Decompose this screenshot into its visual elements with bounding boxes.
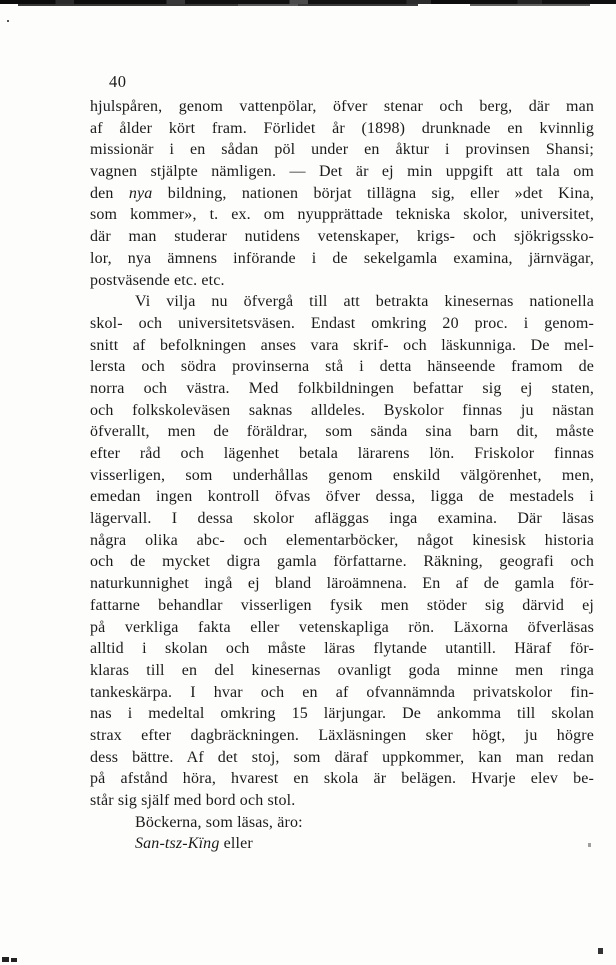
- text-line: och de mycket digra gamla författarne. Räkning, geografi och: [90, 553, 594, 571]
- scan-speck: [11, 958, 17, 962]
- text-line: strax efter dagbräckningen. Läxläsningen sker högt, ju högre: [90, 726, 594, 744]
- text-line: vagnen stjälpte nämligen. — Det är ej min uppgift att tala om: [90, 163, 594, 181]
- text-line: nas i medeltal omkring 15 lärjungar. De ankomma till skolan: [90, 705, 594, 723]
- text-line: lor, nya ämnens införande i de sekelgamla examina, järnvägar,: [90, 249, 594, 267]
- text-line: står sig själf med bord och stol.: [90, 792, 296, 809]
- text-line: där man studerar nutidens vetenskaper, krigs- och sjökrigssko-: [90, 228, 594, 246]
- text-line: några olika abc- och elementarböcker, något kinesisk historia: [90, 531, 594, 549]
- text-line: snitt af befolkningen anses vara skrif- och läskunniga. De mel-: [90, 336, 594, 354]
- text-line: lägervall. I dessa skolor afläggas inga examina. Där läsas: [90, 510, 594, 528]
- scan-speck: [598, 948, 603, 954]
- text-line: naturkunnighet ingå ej bland läroämnena. En af de gamla för-: [90, 575, 594, 593]
- text-line: af ålder kört fram. Förlidet år (1898) drunknade en kvinnlig: [90, 119, 594, 137]
- text-line: fattarne behandlar visserligen fysik men stöder sig därvid ej: [90, 596, 594, 614]
- text-line: öfverallt, men de föräldrar, som sända sina barn dit, måste: [90, 423, 594, 441]
- text-line: som kommer», t. ex. om nyupprättade tekniska skolor, universitet,: [90, 206, 594, 224]
- text-line: postväsende etc. etc.: [90, 271, 225, 289]
- text-line: Vi vilja nu öfvergå till att betrakta kinesernas nationella: [135, 293, 594, 311]
- text-line: på afstånd höra, hvarest en skola är belägen. Hvarje elev be-: [90, 770, 594, 788]
- paragraph: [90, 96, 594, 291]
- text-line: alltid i skolan och måste läras flytande utantill. Häraf för-: [90, 640, 594, 658]
- text-line: efter råd och lägenhet betala lärarens lön. Friskolor finnas: [90, 445, 594, 462]
- paragraph: [90, 833, 594, 855]
- text-block: [90, 96, 594, 855]
- text-line: Böckerna, som läsas, äro:: [135, 813, 303, 831]
- text-line: norra och västra. Med folkbildningen befattar sig ej staten,: [90, 379, 594, 397]
- text-line: på verkliga fakta eller vetenskapliga rön. Läxorna öfverläsas: [90, 618, 594, 636]
- scan-speck: [7, 20, 9, 22]
- text-line: hjulspåren, genom vattenpölar, öfver stenar och berg, där man: [90, 98, 594, 115]
- page-number: 40: [109, 72, 127, 91]
- text-line: klaras till en del kinesernas ovanligt goda minne men ringa: [90, 661, 594, 679]
- text-line: tankeskärpa. I hvar och en af ofvannämnda privatskolor fin-: [90, 683, 594, 701]
- text-line: San-tsz-Kïng eller: [135, 835, 253, 853]
- scan-artifact-top-edge: [470, 4, 590, 6]
- text-line: den nya bildning, nationen börjat tillägna sig, eller »det Kina,: [90, 184, 594, 202]
- paragraph: [90, 291, 594, 812]
- text-line: och folkskoleväsen saknas alldeles. Byskolor finnas ju nästan: [90, 401, 594, 419]
- text-line: missionär i en sådan pöl under en åktur i provinsen Shansi;: [90, 141, 594, 159]
- scan-speck: [2, 957, 9, 962]
- text-line: skol- och universitetsväsen. Endast omkring 20 proc. i genom-: [90, 314, 594, 332]
- text-line: dess bättre. Af det stoj, som däraf uppkommer, kan man redan: [90, 748, 594, 766]
- text-line: lersta och södra provinserna stå i detta hänseende framom de: [90, 358, 594, 376]
- paragraph: [90, 812, 594, 834]
- scan-speck: [588, 843, 591, 847]
- text-line: visserligen, som underhållas genom enskild välgörenhet, men,: [90, 466, 594, 484]
- scan-artifact-top-edge: [18, 4, 418, 6]
- text-line: emedan ingen kontroll öfvas öfver dessa, ligga de mestadels i: [90, 488, 594, 506]
